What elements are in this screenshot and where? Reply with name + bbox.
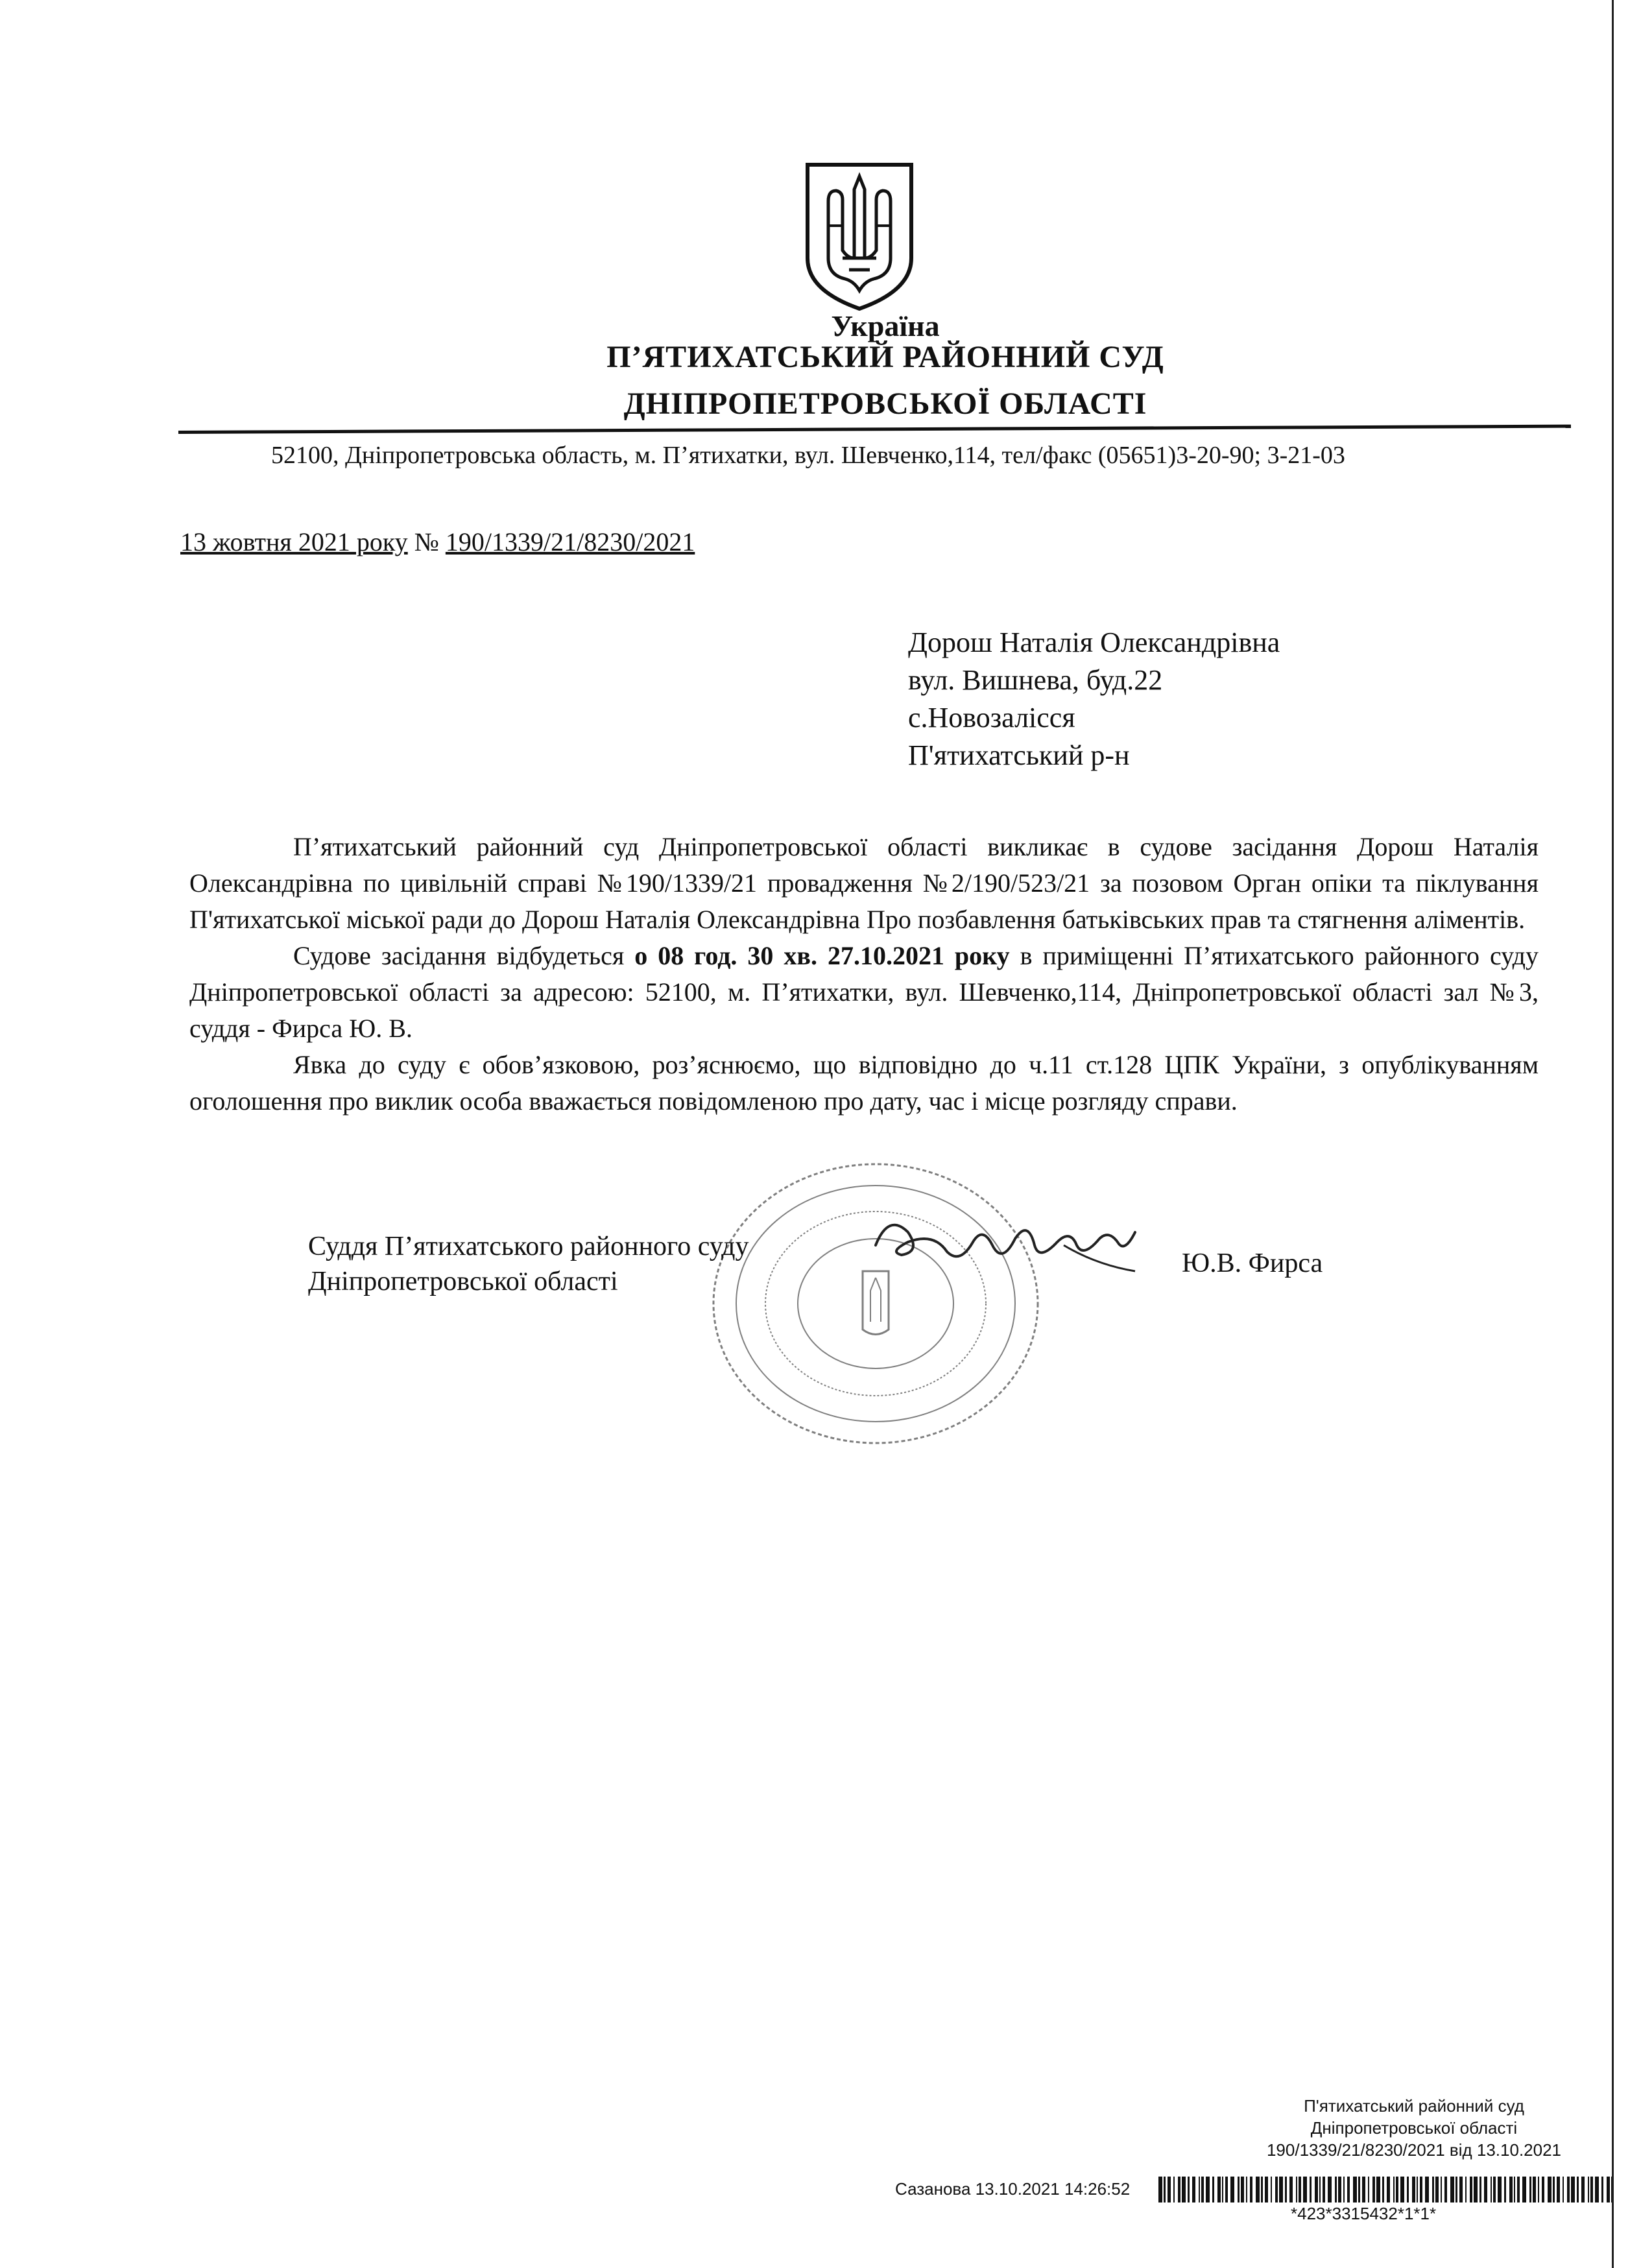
summons-paragraph-2 [189,938,1539,1047]
registration-line-2: Дніпропетровської області [1310,2118,1518,2138]
reference-number-prefix: № [414,527,439,556]
barcode-icon [1158,2177,1612,2202]
recipient-name: Дорош Наталія Олександрівна [908,627,1280,658]
outgoing-reference [180,527,695,557]
judge-signature [869,1206,1142,1284]
signature-title-line-1: Суддя П’ятихатського районного суду [308,1232,749,1261]
summons-paragraph-3: Явка до суду є обов’язковою, роз’яснюємо, що відповідно до ч.11 ст.128 ЦПК України, з опублікуванням оголошення про виклик особа вважається повідомленою про дату, час і місце розгляду справи. [189,1050,1539,1116]
court-seal-stamp [701,1154,1051,1453]
barcode-text: *423*3315432*1*1* [1291,2204,1437,2223]
registration-line-1: П'ятихатський районний суд [1304,2096,1524,2116]
signature-title [308,1229,749,1299]
court-address: 52100, Дніпропетровська область, м. П’ятихатки, вул. Шевченко,114, тел/факс (05651)3-20-90; 3-21-03 [271,442,1345,469]
summons-paragraph-1: П’ятихатський районний суд Дніпропетровської області викликає в судове засідання Дорош Наталія Олександрівна по цивільній справі №190/1339/21 провадження №2/190/523/21 за позовом Орган опіки та піклування П'ятихатської міської ради до Дорош Наталія Олександрівна Про позбавлення батьківських прав та стягнення аліментів. [189,832,1539,934]
header-region: ДНІПРОПЕТРОВСЬКОЇ ОБЛАСТІ [623,387,1147,421]
header-country: Україна [831,309,940,342]
header-court-name: П’ЯТИХАТСЬКИЙ РАЙОННИЙ СУД [606,340,1164,374]
hearing-datetime: о 08 год. 30 хв. 27.10.2021 року [634,941,1010,970]
registration-line-3: 190/1339/21/8230/2021 від 13.10.2021 [1266,2140,1562,2160]
recipient-district: П'ятихатський р-н [908,739,1130,771]
recipient-village: с.Новозалісся [908,702,1075,734]
signature-title-line-2: Дніпропетровської області [308,1267,618,1296]
header-divider [178,425,1571,434]
coat-of-arms-icon [802,161,916,311]
judge-name: Ю.В. Фирса [1182,1248,1323,1278]
registration-clerk: Сазанова 13.10.2021 14:26:52 [895,2179,1131,2199]
registration-stamp [1206,2095,1622,2161]
reference-number: 190/1339/21/8230/2021 [445,527,695,556]
reference-date: 13 жовтня 2021 року [180,527,408,556]
recipient-block [908,624,1280,774]
hearing-intro: Судове засідання відбудеться [293,941,625,970]
hearing-location: в приміщенні П’ятихатського районного суду Дніпропетровської області за адресою: 52100, м. П’ятихатки, вул. Шевченко,114, Дніпропетровської області зал №3, суддя - Фирса Ю. В. [189,941,1539,1043]
summons-body [189,829,1539,1119]
recipient-street: вул. Вишнева, буд.22 [908,664,1163,696]
